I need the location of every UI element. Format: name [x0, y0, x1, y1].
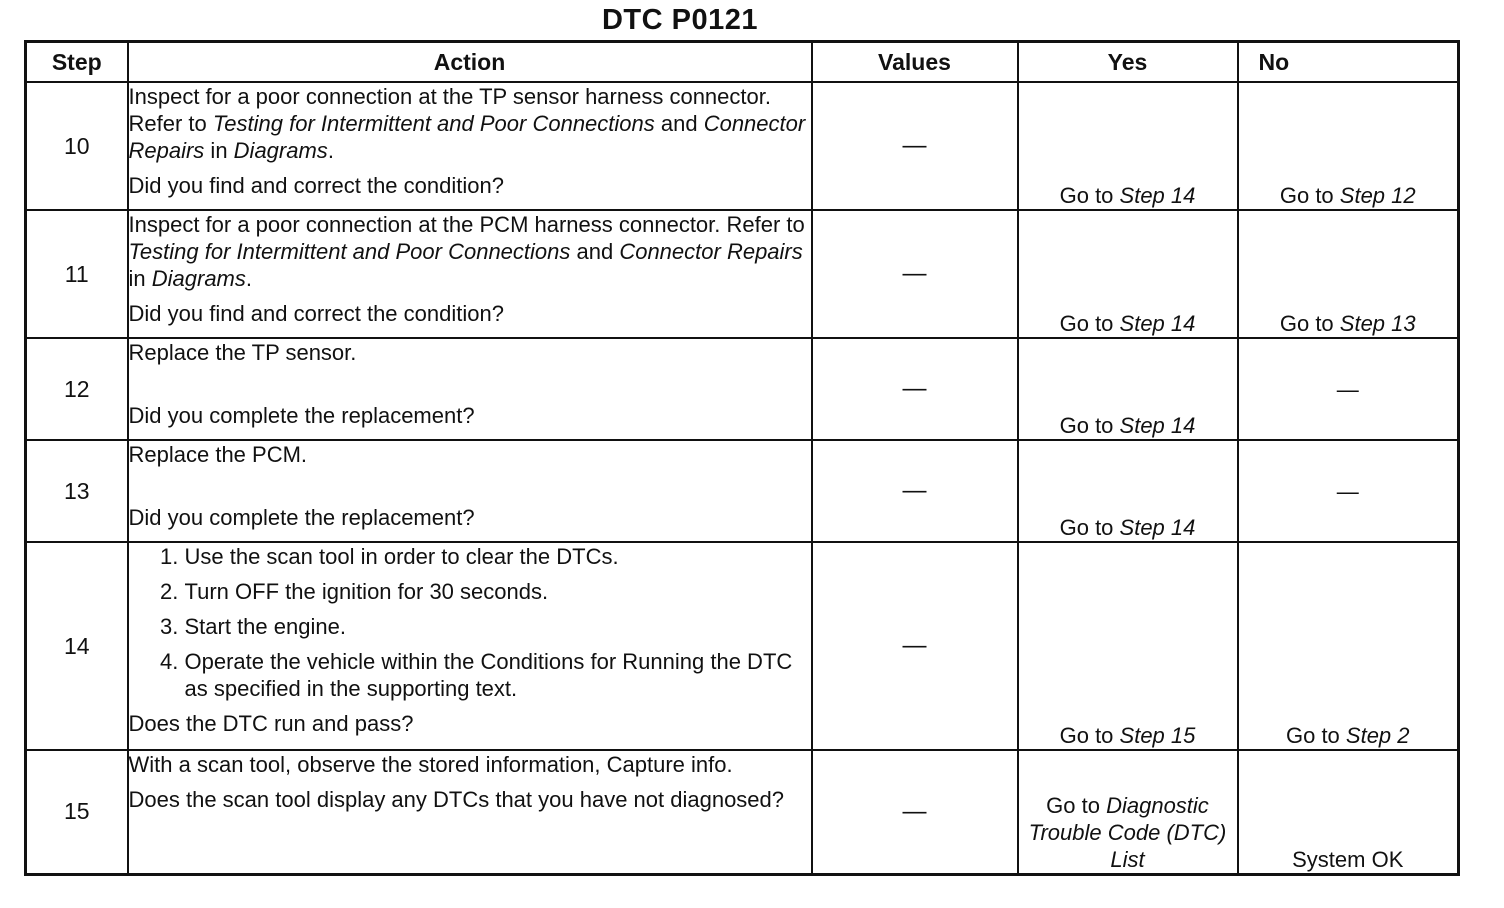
action-question: Did you complete the replacement? [128, 403, 475, 428]
value-cell: — [812, 82, 1018, 210]
reference-text: Diagnostic Trouble Code (DTC) List [1028, 792, 1227, 872]
action-steps-list [129, 543, 811, 702]
action-text [129, 339, 811, 366]
list-item: 1. Use the scan tool in order to clear the DTCs. [185, 543, 811, 570]
header-row [26, 42, 1459, 83]
step-number: 10 [26, 82, 128, 210]
value-cell: — [812, 750, 1018, 874]
reference-text: Step 14 [1119, 311, 1196, 336]
plain-text: in [204, 138, 234, 163]
no-cell [1238, 338, 1459, 440]
plain-text: Inspect for a poor connection at the TP sensor harness connector. Refer to [128, 84, 771, 136]
yes-cell [1018, 750, 1238, 874]
action-cell [128, 542, 812, 750]
yes-cell [1018, 210, 1238, 338]
step-number: 13 [26, 440, 128, 542]
action-cell [128, 440, 812, 542]
reference-text: Connector Repairs [128, 111, 806, 163]
table-row [26, 542, 1459, 750]
reference-text: Step 12 [1339, 183, 1416, 208]
value-cell: — [812, 542, 1018, 750]
step-number: 12 [26, 338, 128, 440]
no-cell [1238, 82, 1459, 210]
yes-cell [1018, 542, 1238, 750]
reference-text: Diagrams [233, 138, 328, 163]
diagnostic-table [24, 40, 1460, 876]
plain-text: and [654, 111, 704, 136]
reference-text: Testing for Intermittent and Poor Connections [212, 111, 655, 136]
plain-text: System OK [1292, 846, 1404, 872]
action-text [129, 211, 811, 292]
action-question: Did you complete the replacement? [128, 505, 475, 530]
plain-text: Go to [1059, 311, 1120, 336]
plain-text: — [1336, 376, 1359, 402]
plain-text: . [327, 138, 334, 163]
list-item: 4. Operate the vehicle within the Conditions for Running the DTC as specified in the supporting text. [185, 648, 811, 702]
header-step: Step [26, 42, 128, 83]
plain-text: Go to [1059, 515, 1120, 540]
step-number: 15 [26, 750, 128, 874]
yes-cell [1018, 440, 1238, 542]
reference-text: Step 14 [1119, 413, 1196, 438]
step-number: 14 [26, 542, 128, 750]
action-cell [128, 338, 812, 440]
plain-text: Go to [1059, 723, 1120, 748]
plain-text: Go to [1279, 311, 1340, 336]
reference-text: Connector Repairs [619, 239, 803, 264]
plain-text: With a scan tool, observe the stored information, Capture info. [128, 752, 733, 777]
header-yes: Yes [1018, 42, 1238, 83]
no-cell [1238, 210, 1459, 338]
plain-text: Go to [1046, 792, 1107, 818]
plain-text: and [570, 239, 620, 264]
header-action: Action [128, 42, 812, 83]
plain-text: Replace the PCM. [128, 442, 308, 467]
page-title: DTC P0121 [601, 4, 758, 36]
reference-text: Step 14 [1119, 183, 1196, 208]
value-cell: — [812, 210, 1018, 338]
no-cell [1238, 750, 1459, 874]
reference-text: Step 14 [1119, 515, 1196, 540]
value-cell: — [812, 440, 1018, 542]
reference-text: Step 15 [1119, 723, 1196, 748]
plain-text: Go to [1059, 413, 1120, 438]
action-text [129, 441, 811, 468]
step-number: 11 [26, 210, 128, 338]
yes-cell [1018, 82, 1238, 210]
action-text [129, 83, 811, 164]
no-cell [1238, 542, 1459, 750]
plain-text: in [128, 266, 152, 291]
plain-text: Go to [1059, 183, 1120, 208]
yes-cell [1018, 338, 1238, 440]
value-cell: — [812, 338, 1018, 440]
reference-text: Testing for Intermittent and Poor Connections [128, 239, 571, 264]
action-cell [128, 750, 812, 874]
action-question: Did you find and correct the condition? [128, 173, 504, 198]
action-cell [128, 82, 812, 210]
plain-text: Go to [1279, 183, 1340, 208]
action-question: Does the DTC run and pass? [128, 711, 414, 736]
no-cell [1238, 440, 1459, 542]
list-item: 3. Start the engine. [185, 613, 811, 640]
reference-text: Step 13 [1339, 311, 1416, 336]
header-values: Values [812, 42, 1018, 83]
plain-text: Go to [1285, 723, 1346, 748]
plain-text: . [245, 266, 253, 291]
table-row [26, 82, 1459, 210]
table-row [26, 440, 1459, 542]
reference-text: Step 2 [1345, 723, 1410, 748]
table-row [26, 338, 1459, 440]
reference-text: Diagrams [151, 266, 246, 291]
plain-text: Inspect for a poor connection at the PCM harness connector. Refer to [128, 212, 805, 237]
action-cell [128, 210, 812, 338]
list-item: 2. Turn OFF the ignition for 30 seconds. [185, 578, 811, 605]
plain-text: Replace the TP sensor. [128, 340, 357, 365]
action-text [129, 751, 811, 778]
action-question: Did you find and correct the condition? [128, 301, 504, 326]
table-row [26, 750, 1459, 874]
action-question: Does the scan tool display any DTCs that you have not diagnosed? [128, 787, 785, 812]
header-no: No [1238, 42, 1459, 83]
plain-text: — [1336, 478, 1359, 504]
table-row [26, 210, 1459, 338]
